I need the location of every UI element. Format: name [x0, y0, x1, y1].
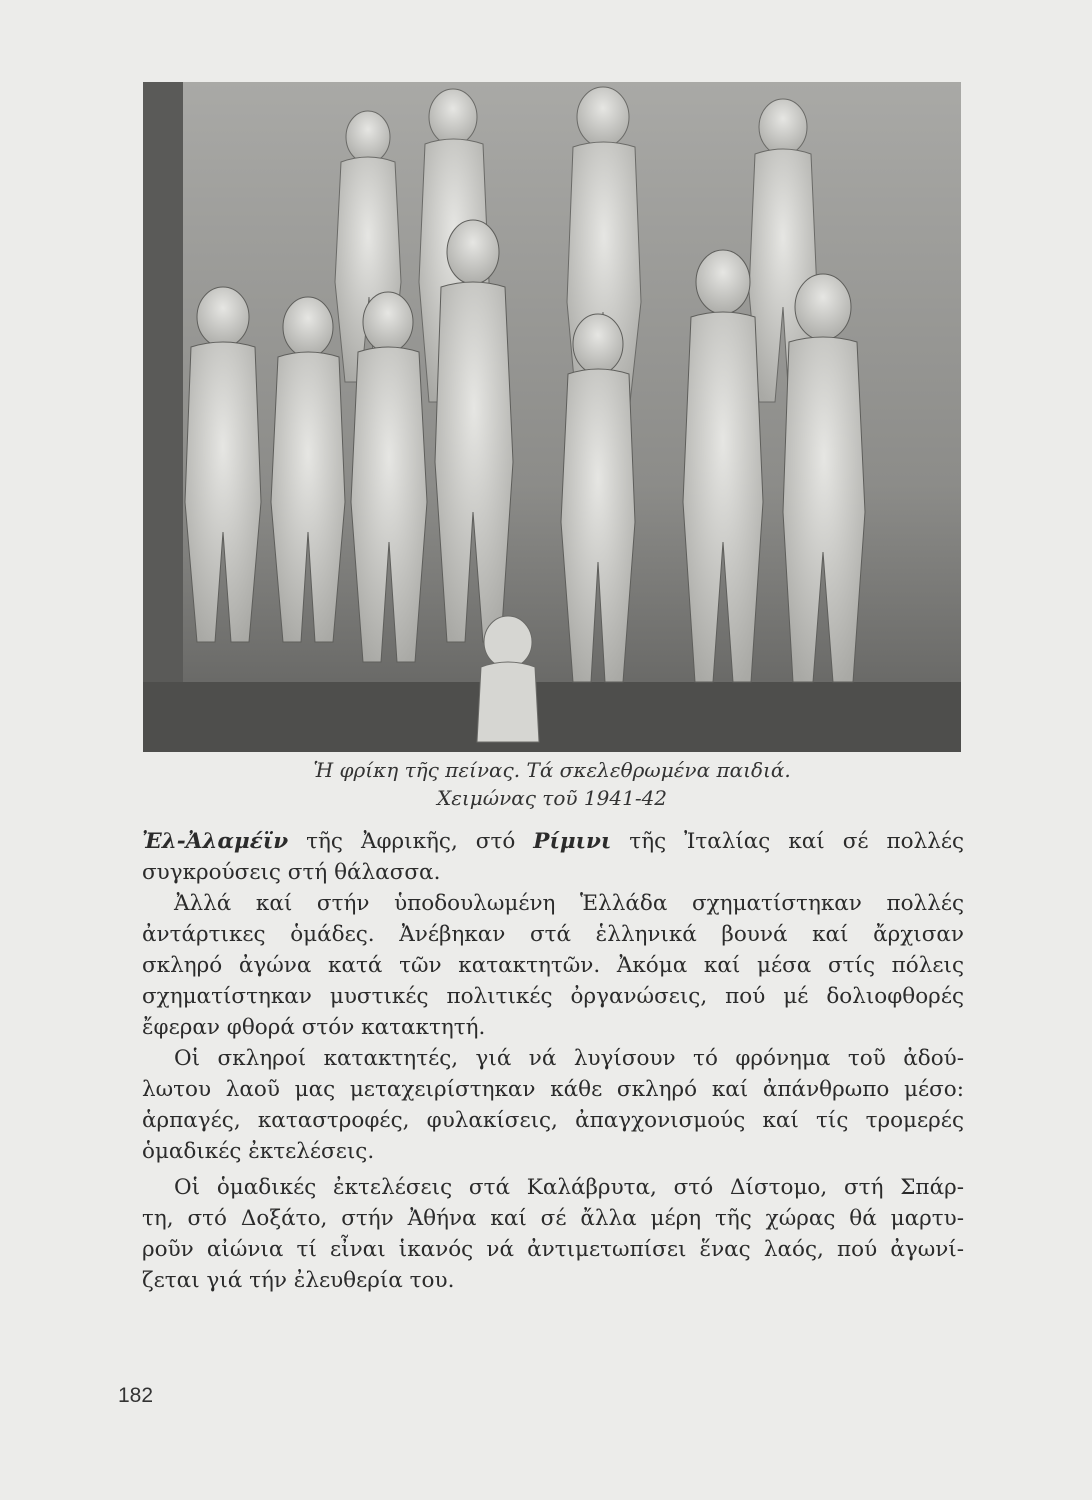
- caption-line-1: Ἡ φρίκη τῆς πείνας. Τά σκελεθρωμένα παιδιά.: [313, 758, 791, 782]
- paragraph-3-line-4: ὁμαδικές ἐκτελέσεις.: [142, 1139, 375, 1164]
- paragraph-1-text-1: τῆς Ἀφρικῆς, στό: [288, 829, 534, 854]
- caption-line-2: Χειμώνας τοῦ 1941-42: [436, 786, 668, 810]
- photo-illustration: [143, 82, 961, 752]
- paragraph-2-line-5: ἔφεραν φθορά στόν κατακτητή.: [142, 1015, 486, 1040]
- paragraph-3-line-2: λωτου λαοῦ μας μεταχειρίστηκαν κάθε σκληρό καί ἀπάνθρωπο μέσο:: [142, 1077, 964, 1102]
- paragraph-4-line-3: ροῦν αἰώνια τί εἶναι ἱκανός νά ἀντιμετωπίσει ἕνας λαός, πού ἀγωνί-: [142, 1237, 964, 1262]
- place-name-el-alamein: Ἐλ-Ἀλαμέϊν: [142, 829, 289, 854]
- paragraph-2-line-3: σκληρό ἀγώνα κατά τῶν κατακτητῶν. Ἀκόμα καί μέσα στίς πόλεις: [142, 953, 964, 978]
- paragraph-4-line-2: τη, στό Δοξάτο, στήν Ἀθήνα καί σέ ἄλλα μέρη τῆς χώρας θά μαρτυ-: [142, 1206, 964, 1231]
- paragraph-4-line-4: ζεται γιά τήν ἐλευθερία του.: [142, 1268, 455, 1293]
- paragraph-3-line-1: Οἱ σκληροί κατακτητές, γιά νά λυγίσουν τό φρόνημα τοῦ ἀδού-: [174, 1046, 964, 1071]
- paragraph-2-line-1: Ἀλλά καί στήν ὑποδουλωμένη Ἑλλάδα σχηματίστηκαν πολλές: [174, 891, 964, 916]
- page-number: 182: [118, 1384, 154, 1407]
- paragraph-4-line-1: Οἱ ὁμαδικές ἐκτελέσεις στά Καλάβρυτα, στό Δίστομο, στή Σπάρ-: [174, 1175, 964, 1200]
- place-name-rimini: Ρίμινι: [533, 829, 612, 854]
- paragraph-3-line-3: ἁρπαγές, καταστροφές, φυλακίσεις, ἀπαγχονισμούς καί τίς τρομερές: [142, 1108, 964, 1133]
- paragraph-2-line-2: ἀντάρτικες ὁμάδες. Ἀνέβηκαν στά ἑλληνικά βουνά καί ἄρχισαν: [142, 922, 964, 947]
- historical-photograph: [143, 82, 961, 752]
- paragraph-1-line-2: συγκρούσεις στή θάλασσα.: [142, 860, 441, 885]
- paragraph-2-line-4: σχηματίστηκαν μυστικές πολιτικές ὀργανώσεις, πού μέ δολιοφθορές: [142, 984, 964, 1009]
- photo-caption: [143, 756, 961, 812]
- paragraph-1-line-1: [142, 826, 964, 857]
- paragraph-1-text-2: τῆς Ἰταλίας καί σέ πολλές: [611, 829, 965, 854]
- body-text: [142, 826, 964, 1296]
